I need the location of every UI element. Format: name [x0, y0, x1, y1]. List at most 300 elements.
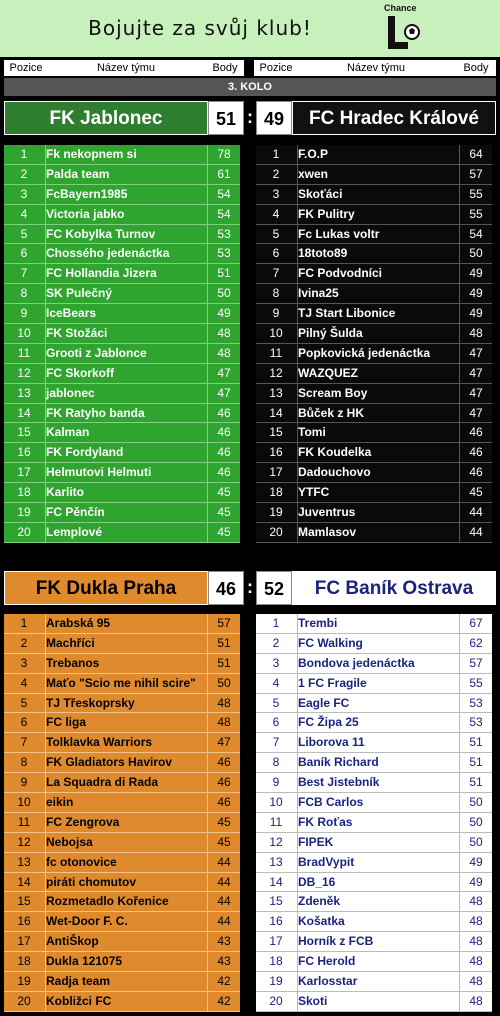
football-logo-icon [386, 14, 422, 52]
row-points: 48 [217, 695, 231, 710]
row-points: 44 [469, 505, 483, 520]
table-row[interactable] [4, 873, 240, 893]
table-row[interactable] [256, 813, 492, 833]
table-row[interactable] [4, 912, 240, 932]
table-row[interactable] [4, 423, 240, 443]
table-row[interactable] [256, 284, 492, 304]
row-position: 7 [272, 735, 280, 750]
row-position: 10 [17, 326, 31, 341]
row-position: 12 [17, 365, 31, 380]
row-team-name: FC Hollandia Jizera [46, 266, 157, 281]
header-points: Body [463, 62, 489, 74]
row-position: 18 [17, 485, 31, 500]
row-position: 1 [20, 147, 28, 161]
row-points: 54 [469, 226, 483, 241]
row-team-name: BradVypit [298, 854, 355, 869]
table-row[interactable] [256, 833, 492, 853]
chance-logo [378, 3, 428, 53]
table-row[interactable] [256, 892, 492, 912]
row-team-name: Skoťáci [298, 186, 343, 201]
table-row[interactable] [4, 404, 240, 424]
table-row[interactable] [4, 813, 240, 833]
table-row[interactable] [256, 773, 492, 793]
row-points: 57 [217, 616, 231, 630]
row-points: 47 [469, 345, 483, 360]
row-points: 42 [217, 974, 231, 989]
table-row[interactable] [4, 364, 240, 384]
row-points: 45 [217, 834, 231, 849]
row-points: 45 [217, 814, 231, 829]
row-team-name: FC Žipa 25 [298, 715, 359, 730]
row-points: 48 [469, 914, 483, 929]
row-team-name: Trembi [298, 616, 338, 630]
row-points: 50 [469, 795, 483, 810]
table-row[interactable] [4, 952, 240, 972]
row-points: 48 [217, 345, 231, 360]
row-team-name: Tomi [298, 425, 326, 440]
row-position: 13 [269, 854, 283, 869]
row-points: 43 [217, 954, 231, 969]
row-team-name: Horník z FCB [298, 934, 374, 949]
row-team-name: Košatka [298, 914, 345, 929]
row-points: 53 [469, 715, 483, 730]
row-points: 48 [469, 326, 483, 341]
table-row[interactable] [256, 324, 492, 344]
row-team-name: fc otonovice [46, 854, 117, 869]
row-position: 6 [272, 715, 280, 730]
row-position: 14 [17, 874, 31, 889]
table-row[interactable] [4, 972, 240, 992]
row-points: 48 [217, 326, 231, 341]
column-headers-left [4, 60, 244, 76]
row-position: 9 [272, 775, 280, 790]
row-points: 48 [469, 894, 483, 909]
row-position: 13 [17, 385, 31, 400]
row-points: 51 [217, 635, 231, 650]
row-points: 50 [217, 675, 231, 690]
table-row[interactable] [256, 244, 492, 264]
row-team-name: Juventrus [298, 505, 356, 520]
row-position: 17 [17, 934, 31, 949]
table-row[interactable] [256, 344, 492, 364]
row-position: 16 [269, 445, 283, 460]
row-points: 46 [469, 425, 483, 440]
table-row[interactable] [256, 165, 492, 185]
team-name-right[interactable]: FC Baník Ostrava [292, 571, 496, 605]
table-row[interactable] [4, 853, 240, 873]
row-points: 44 [217, 874, 231, 889]
table-row[interactable] [4, 713, 240, 733]
row-team-name: Popkovická jedenáctka [298, 345, 431, 360]
row-team-name: Bůček z HK [298, 405, 365, 420]
row-points: 48 [217, 715, 231, 730]
row-position: 18 [269, 954, 283, 969]
row-points: 46 [217, 445, 231, 460]
table-row[interactable] [256, 952, 492, 972]
row-position: 5 [272, 695, 280, 710]
table-row[interactable] [256, 443, 492, 463]
row-position: 1 [272, 147, 280, 161]
table-row[interactable] [256, 205, 492, 225]
team-score-left: 51 [208, 101, 244, 135]
row-position: 9 [20, 775, 28, 790]
row-position: 6 [20, 246, 28, 261]
row-position: 15 [17, 894, 31, 909]
row-team-name: Ivina25 [298, 286, 339, 301]
table-row[interactable] [4, 483, 240, 503]
row-team-name: 18toto89 [298, 246, 348, 261]
table-row[interactable] [4, 225, 240, 245]
row-position: 19 [269, 505, 283, 520]
row-position: 1 [272, 616, 280, 630]
row-team-name: Arabská 95 [46, 616, 111, 630]
table-row[interactable] [4, 634, 240, 654]
header-position: Pozice [259, 62, 293, 74]
table-row[interactable] [256, 932, 492, 952]
row-team-name: La Squadra di Rada [46, 775, 159, 790]
row-points: 45 [469, 485, 483, 500]
table-row[interactable] [256, 384, 492, 404]
table-row[interactable] [4, 932, 240, 952]
row-position: 17 [17, 465, 31, 480]
table-row[interactable] [4, 674, 240, 694]
column-divider [459, 614, 460, 1012]
row-points: 55 [469, 206, 483, 221]
row-team-name: FIPEK [298, 834, 334, 849]
row-position: 7 [20, 266, 28, 281]
table-row[interactable] [256, 753, 492, 773]
row-position: 11 [269, 814, 283, 829]
row-position: 5 [20, 695, 28, 710]
table-row[interactable] [4, 324, 240, 344]
table-row[interactable] [4, 833, 240, 853]
row-points: 46 [217, 425, 231, 440]
row-team-name: Grooti z Jablonce [46, 345, 147, 360]
row-points: 51 [217, 266, 231, 281]
row-team-name: Palda team [46, 166, 110, 181]
row-position: 2 [20, 635, 28, 650]
row-position: 2 [20, 166, 28, 181]
table-row[interactable] [4, 165, 240, 185]
row-points: 57 [469, 166, 483, 181]
row-points: 49 [469, 286, 483, 301]
row-team-name: FC Kobylka Turnov [46, 226, 156, 241]
table-row[interactable] [256, 793, 492, 813]
row-team-name: Skoti [298, 993, 328, 1008]
row-team-name: Maťo "Scio me nihil scire" [46, 675, 196, 690]
row-points: 53 [217, 246, 231, 261]
row-position: 15 [269, 425, 283, 440]
row-position: 18 [269, 485, 283, 500]
row-team-name: Eagle FC [298, 695, 350, 710]
row-position: 1 [20, 616, 28, 630]
table-row[interactable] [256, 463, 492, 483]
table-row[interactable] [256, 694, 492, 714]
table-row[interactable] [256, 873, 492, 893]
row-position: 4 [20, 675, 28, 690]
row-points: 57 [469, 655, 483, 670]
row-points: 50 [469, 834, 483, 849]
table-row[interactable] [256, 483, 492, 503]
row-team-name: Wet-Door F. C. [46, 914, 128, 929]
row-team-name: IceBears [46, 306, 97, 321]
row-team-name: Liborova 11 [298, 735, 365, 750]
row-position: 10 [269, 326, 283, 341]
table-row[interactable] [4, 992, 240, 1012]
row-team-name: Victoria jabko [46, 206, 125, 221]
row-points: 47 [469, 385, 483, 400]
row-team-name: Mamlasov [298, 524, 357, 539]
table-row[interactable] [256, 523, 492, 543]
row-points: 47 [217, 365, 231, 380]
row-position: 8 [20, 286, 28, 301]
table-row[interactable] [4, 284, 240, 304]
row-team-name: FK Roťas [298, 814, 353, 829]
row-team-name: YTFC [298, 485, 330, 500]
row-position: 9 [20, 306, 28, 321]
row-position: 18 [17, 954, 31, 969]
row-position: 2 [272, 635, 280, 650]
table-row[interactable] [256, 713, 492, 733]
row-points: 45 [217, 505, 231, 520]
promo-banner[interactable] [0, 0, 500, 57]
table-row[interactable] [4, 753, 240, 773]
row-team-name: FCB Carlos [298, 795, 364, 810]
table-row[interactable] [256, 733, 492, 753]
row-points: 49 [469, 874, 483, 889]
row-team-name: Bondova jedenáctka [298, 655, 415, 670]
row-team-name: Helmutovi Helmuti [46, 465, 152, 480]
row-points: 46 [217, 775, 231, 790]
row-position: 16 [17, 445, 31, 460]
table-row[interactable] [256, 185, 492, 205]
table-row[interactable] [256, 912, 492, 932]
row-points: 61 [217, 166, 231, 181]
row-points: 44 [217, 894, 231, 909]
row-team-name: eikin [46, 795, 74, 810]
row-team-name: Kalman [46, 425, 90, 440]
row-points: 53 [217, 226, 231, 241]
row-points: 55 [469, 186, 483, 201]
table-row[interactable] [4, 205, 240, 225]
row-points: 46 [469, 445, 483, 460]
header-position: Pozice [9, 62, 43, 74]
row-team-name: FC Pěnčín [46, 505, 105, 520]
row-team-name: TJ Třeskoprsky [46, 695, 135, 710]
row-team-name: FK Pulitry [298, 206, 355, 221]
row-points: 53 [469, 695, 483, 710]
row-points: 46 [217, 465, 231, 480]
team-score-right: 52 [256, 571, 292, 605]
standings-table-left [4, 145, 240, 543]
header-points: Body [212, 62, 238, 74]
row-team-name: FC Zengrova [46, 814, 120, 829]
table-row[interactable] [256, 972, 492, 992]
table-row[interactable] [4, 185, 240, 205]
row-team-name: FcBayern1985 [46, 186, 128, 201]
row-team-name: F.O.P [298, 147, 329, 161]
row-points: 44 [217, 854, 231, 869]
row-position: 11 [269, 345, 283, 360]
table-row[interactable] [256, 674, 492, 694]
team-name-right[interactable]: FC Hradec Králové [292, 101, 496, 135]
table-row[interactable] [4, 773, 240, 793]
match-1-header [4, 101, 496, 135]
row-points: 49 [469, 854, 483, 869]
row-points: 50 [469, 814, 483, 829]
row-points: 78 [217, 147, 231, 161]
table-row[interactable] [4, 244, 240, 264]
table-row[interactable] [4, 264, 240, 284]
table-row[interactable] [256, 503, 492, 523]
team-score-left: 46 [208, 571, 244, 605]
row-team-name: xwen [298, 166, 329, 181]
row-points: 47 [469, 365, 483, 380]
row-team-name: jablonec [46, 385, 95, 400]
row-position: 8 [272, 286, 280, 301]
table-row[interactable] [4, 892, 240, 912]
row-points: 43 [217, 934, 231, 949]
table-row[interactable] [4, 384, 240, 404]
row-team-name: Karlosstar [298, 974, 358, 989]
row-position: 3 [272, 186, 280, 201]
table-row[interactable] [256, 404, 492, 424]
table-row[interactable] [4, 304, 240, 324]
table-row[interactable] [256, 614, 492, 634]
row-team-name: FC Walking [298, 635, 363, 650]
table-row[interactable] [4, 694, 240, 714]
team-name-left[interactable]: FK Jablonec [4, 101, 208, 135]
row-points: 49 [469, 266, 483, 281]
row-position: 17 [269, 934, 283, 949]
row-team-name: FK Fordyland [46, 445, 124, 460]
table-row[interactable] [256, 423, 492, 443]
row-position: 4 [272, 675, 280, 690]
table-row[interactable] [4, 733, 240, 753]
row-points: 54 [217, 206, 231, 221]
row-points: 47 [469, 405, 483, 420]
row-points: 45 [217, 485, 231, 500]
row-points: 50 [217, 286, 231, 301]
row-position: 13 [17, 854, 31, 869]
column-divider [45, 145, 46, 543]
table-row[interactable] [4, 793, 240, 813]
row-position: 20 [17, 524, 31, 539]
row-team-name: Fk nekopnem si [46, 147, 137, 161]
row-position: 16 [269, 914, 283, 929]
column-headers-right [254, 60, 496, 76]
table-row[interactable] [256, 853, 492, 873]
row-team-name: FC Podvodníci [298, 266, 382, 281]
row-points: 46 [469, 465, 483, 480]
table-row[interactable] [256, 992, 492, 1012]
row-position: 19 [17, 505, 31, 520]
team-name-left[interactable]: FK Dukla Praha [4, 571, 208, 605]
row-position: 15 [269, 894, 283, 909]
table-row[interactable] [4, 145, 240, 165]
row-team-name: DB_16 [298, 874, 336, 889]
row-points: 54 [217, 186, 231, 201]
row-points: 51 [469, 775, 483, 790]
row-position: 5 [20, 226, 28, 241]
row-points: 48 [469, 954, 483, 969]
row-position: 9 [272, 306, 280, 321]
team-score-right: 49 [256, 101, 292, 135]
match-2-header [4, 571, 496, 605]
table-row[interactable] [4, 463, 240, 483]
column-divider [207, 145, 208, 543]
table-row[interactable] [256, 225, 492, 245]
row-team-name: FK Stožáci [46, 326, 108, 341]
row-position: 3 [272, 655, 280, 670]
row-points: 42 [217, 993, 231, 1008]
table-row[interactable] [4, 654, 240, 674]
row-team-name: Chosséhо jedenáctka [46, 246, 170, 261]
row-team-name: AntiŠkop [46, 934, 99, 949]
row-team-name: Kobližci FC [46, 993, 112, 1008]
score-separator: : [247, 577, 253, 597]
row-points: 49 [469, 306, 483, 321]
row-points: 49 [217, 306, 231, 321]
row-points: 62 [469, 635, 483, 650]
table-row[interactable] [256, 264, 492, 284]
row-position: 13 [269, 385, 283, 400]
table-row[interactable] [256, 145, 492, 165]
table-row[interactable] [256, 634, 492, 654]
row-team-name: Baník Richard [298, 755, 379, 770]
row-position: 15 [17, 425, 31, 440]
row-points: 47 [217, 385, 231, 400]
row-position: 3 [20, 186, 28, 201]
table-row[interactable] [256, 304, 492, 324]
row-points: 48 [469, 974, 483, 989]
table-row[interactable] [256, 654, 492, 674]
row-team-name: Dukla 121075 [46, 954, 123, 969]
column-divider [297, 614, 298, 1012]
standings-table-left [4, 614, 240, 1012]
row-position: 11 [17, 814, 31, 829]
table-row[interactable] [4, 503, 240, 523]
logo-word: Chance [384, 3, 417, 13]
round-label: 3. KOLO [4, 78, 496, 96]
row-position: 7 [272, 266, 280, 281]
row-points: 48 [469, 993, 483, 1008]
row-points: 51 [217, 655, 231, 670]
table-row[interactable] [4, 614, 240, 634]
table-row[interactable] [4, 523, 240, 543]
row-position: 14 [269, 874, 283, 889]
row-team-name: Dadouchovo [298, 465, 371, 480]
row-position: 14 [17, 405, 31, 420]
row-position: 12 [269, 834, 283, 849]
row-team-name: TJ Start Libonice [298, 306, 396, 321]
table-row[interactable] [4, 344, 240, 364]
banner-slogan: Bojujte za svůj klub! [88, 16, 312, 40]
row-position: 19 [269, 974, 283, 989]
row-position: 17 [269, 465, 283, 480]
row-position: 4 [272, 206, 280, 221]
row-team-name: Fc Lukas voltr [298, 226, 380, 241]
row-points: 67 [469, 616, 483, 630]
row-team-name: Zdeněk [298, 894, 341, 909]
row-team-name: FK Ratyho banda [46, 405, 145, 420]
table-row[interactable] [4, 443, 240, 463]
row-points: 51 [469, 755, 483, 770]
row-position: 16 [17, 914, 31, 929]
table-row[interactable] [256, 364, 492, 384]
row-team-name: Scream Boy [298, 385, 368, 400]
row-team-name: piráti chomutov [46, 874, 137, 889]
